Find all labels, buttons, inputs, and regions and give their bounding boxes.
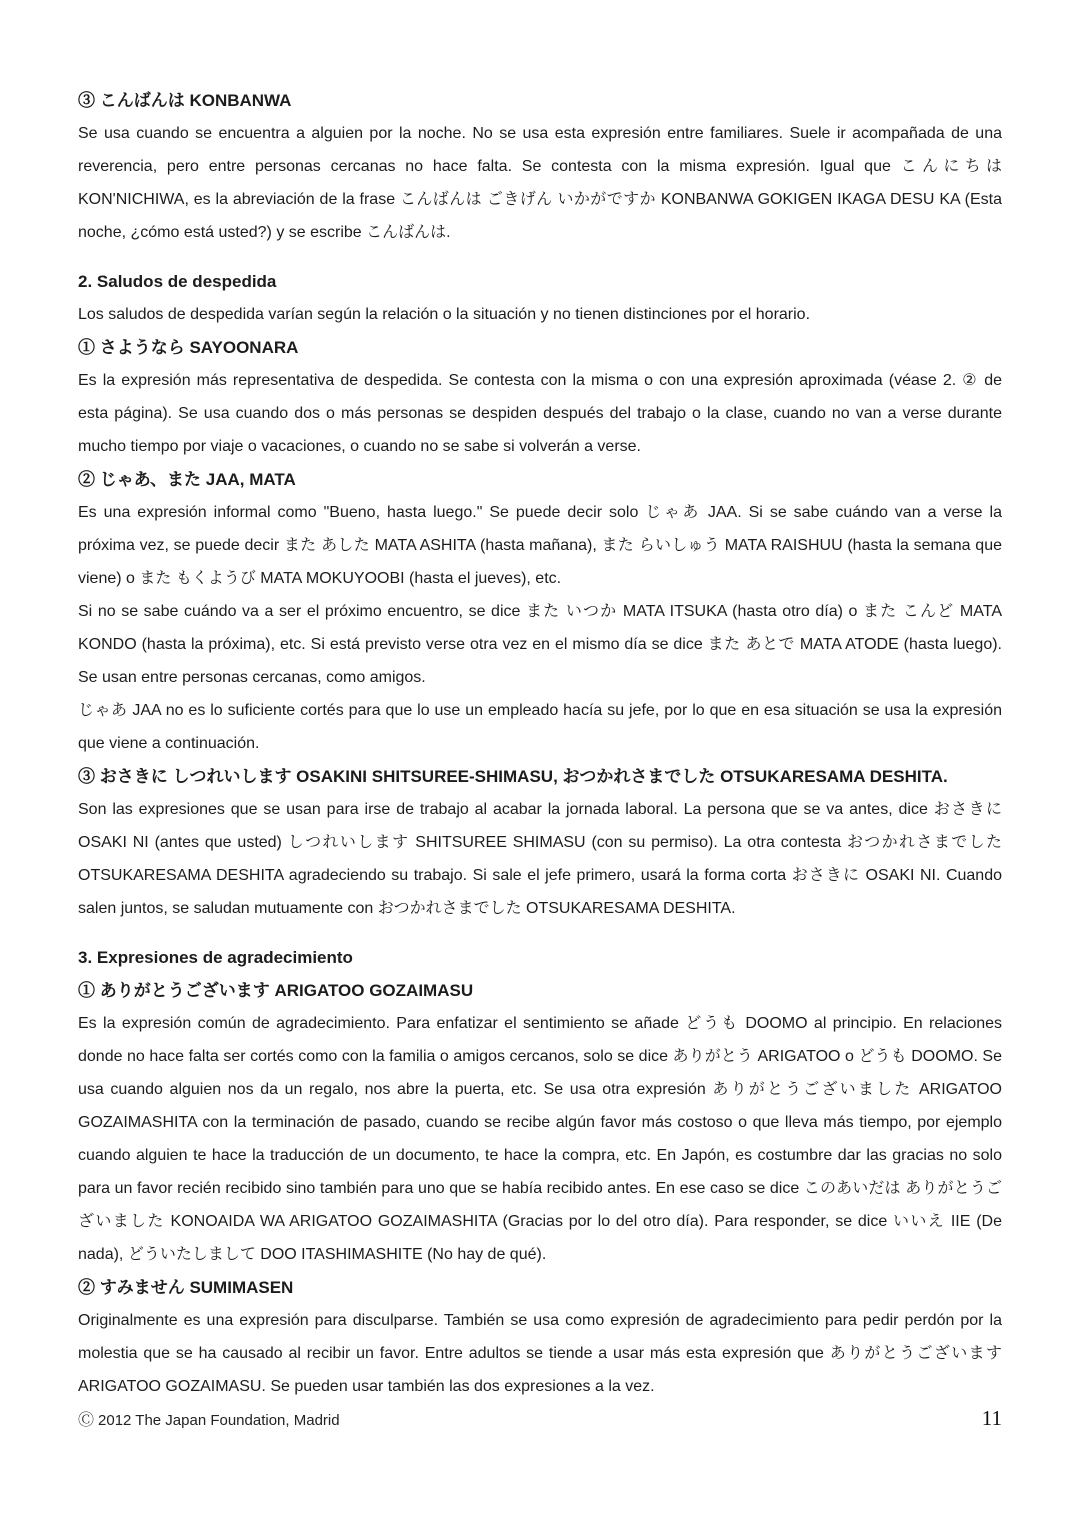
- paragraph-konbanwa: Se usa cuando se encuentra a alguien por la noche. No se usa esta expresión entre familiares. Suele ir acompañada de una reverencia, pero entre personas cercanas no hace falta. Se contesta con la misma expresión. Igual que こんにちは KON'NICHIWA, es la abreviación de la frase こんばんは ごきげん いかがですか KONBANWA GOKIGEN IKAGA DESU KA (Esta noche, ¿cómo está usted?) y se escribe こんばんは.: [78, 125, 1002, 241]
- heading-arigatoo: ① ありがとうございます ARIGATOO GOZAIMASU: [78, 981, 474, 1000]
- copyright-line: [78, 1407, 340, 1430]
- paragraph-sayoonara: Es la expresión más representativa de despedida. Se contesta con la misma o con una expresión aproximada (véase 2. ② de esta página). Se usa cuando dos o más personas se despiden después del trabajo o la clase, cuando no van a verse durante mucho tiempo por viaje o vacaciones, o cuando no se sabe si volverán a verse.: [78, 372, 1002, 455]
- section-title-despedida: 2. Saludos de despedida: [78, 272, 277, 291]
- heading-sumimasen: ② すみません SUMIMASEN: [78, 1278, 294, 1297]
- paragraph-jaa-mata-3: じゃあ JAA no es lo suficiente cortés para que lo use un empleado hacía su jefe, por lo que en esa situación se usa la expresión que viene a continuación.: [78, 702, 1002, 752]
- copyright-text: 2012 The Japan Foundation, Madrid: [98, 1412, 340, 1429]
- heading-konbanwa: ③ こんばんは KONBANWA: [78, 91, 292, 110]
- paragraph-despedida-intro: Los saludos de despedida varían según la relación o la situación y no tienen distinciones por el horario.: [78, 306, 811, 323]
- heading-sayoonara: ① さようなら SAYOONARA: [78, 338, 299, 357]
- page-number: 11: [981, 1406, 1002, 1430]
- paragraph-jaa-mata-1: Es una expresión informal como "Bueno, hasta luego." Se puede decir solo じゃあ JAA. Si se sabe cuándo van a verse la próxima vez, se puede decir また あした MATA ASHITA (hasta mañana), また らいしゅう MATA RAISHUU (hasta la semana que viene) o また もくようび MATA MOKUYOOBI (hasta el jueves), etc.: [78, 504, 1002, 587]
- copyright-icon: Ⓒ: [78, 1412, 95, 1429]
- paragraph-osakini: Son las expresiones que se usan para irse de trabajo al acabar la jornada laboral. La persona que se va antes, dice おさきに OSAKI NI (antes que usted) しつれいします SHITSUREE SHIMASU (con su permiso). La otra contesta おつかれさまでした OTSUKARESAMA DESHITA agradeciendo su trabajo. Si sale el jefe primero, usará la forma corta おさきに OSAKI NI. Cuando salen juntos, se saludan mutuamente con おつかれさまでした OTSUKARESAMA DESHITA.: [78, 801, 1002, 917]
- paragraph-jaa-mata-2: Si no se sabe cuándo va a ser el próximo encuentro, se dice また いつか MATA ITSUKA (hasta otro día) o また こんど MATA KONDO (hasta la próxima), etc. Si está previsto verse otra vez en el mismo día se dice また あとで MATA ATODE (hasta luego). Se usan entre personas cercanas, como amigos.: [78, 603, 1002, 686]
- paragraph-sumimasen: Originalmente es una expresión para disculparse. También se usa como expresión de agradecimiento para pedir perdón por la molestia que se ha causado al recibir un favor. Entre adultos se tiende a usar más esta expresión que ありがとうございます ARIGATOO GOZAIMASU. Se pueden usar también las dos expresiones a la vez.: [78, 1312, 1002, 1395]
- heading-osakini: ③ おさきに しつれいします OSAKINI SHITSUREE-SHIMASU, おつかれさまでした OTSUKARESAMA DESHITA.: [78, 767, 948, 786]
- section-title-agradecimiento: 3. Expresiones de agradecimiento: [78, 948, 353, 967]
- paragraph-arigatoo: Es la expresión común de agradecimiento. Para enfatizar el sentimiento se añade どうも DOOMO al principio. En relaciones donde no hace falta ser cortés como con la familia o amigos cercanos, solo se dice ありがとう ARIGATOO o どうも DOOMO. Se usa cuando alguien nos da un regalo, nos abre la puerta, etc. Se usa otra expresión ありがとうございました ARIGATOO GOZAIMASHITA con la terminación de pasado, cuando se recibe algún favor más costoso o que lleva más tiempo, por ejemplo cuando alguien te hace la traducción de un documento, te hace la compra, etc. En Japón, es costumbre dar las gracias no solo para un favor recién recibido sino también para uno que se había recibido antes. En ese caso se dice このあいだは ありがとうございました KONOAIDA WA ARIGATOO GOZAIMASHITA (Gracias por lo del otro día). Para responder, se dice いいえ IIE (De nada), どういたしまして DOO ITASHIMASHITE (No hay de qué).: [78, 1015, 1002, 1263]
- page-footer: [78, 1406, 1002, 1431]
- heading-jaa-mata: ② じゃあ、また JAA, MATA: [78, 470, 296, 489]
